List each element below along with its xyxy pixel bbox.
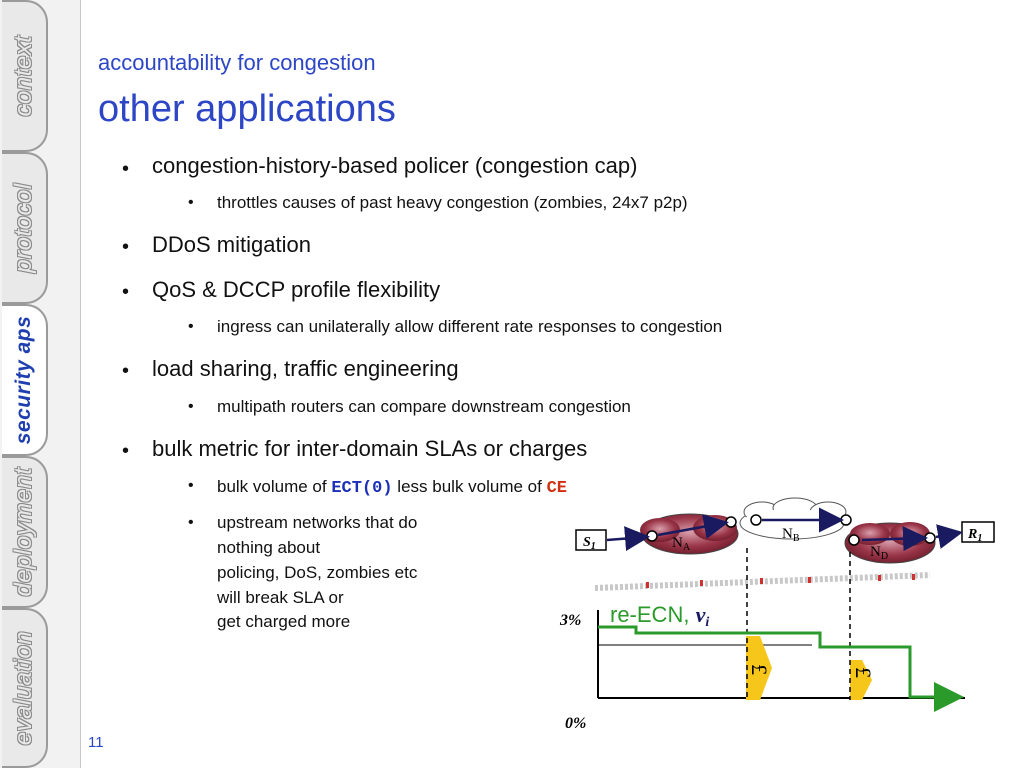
slide-supertitle: accountability for congestion: [98, 50, 376, 75]
tab-context[interactable]: [2, 0, 48, 152]
bullet-dot: •: [122, 360, 130, 382]
tab-security-aps[interactable]: [2, 304, 48, 456]
tab-deployment[interactable]: [2, 456, 48, 608]
network-a-label: $N_A$: [672, 535, 691, 553]
re-ecn-label: re-ECN, vi: [610, 602, 710, 630]
upstream-line-2: nothing about: [217, 538, 321, 557]
pound-marker-2: [850, 660, 872, 700]
upstream-line-3: policing, DoS, zombies etc: [217, 563, 418, 582]
tab-label: deployment: [10, 467, 37, 597]
bulk-volume-prefix: bulk volume of: [217, 477, 332, 496]
tab-label: security aps: [12, 315, 35, 445]
network-b-label: $N_B$: [782, 526, 800, 544]
pound-symbol-1: £: [747, 664, 772, 675]
y-bottom-label: 0%: [565, 715, 587, 732]
bullet-dot: •: [188, 477, 194, 494]
re-ecn-diagram: [540, 495, 1010, 740]
bullet-dot: •: [188, 398, 194, 415]
bullet-dot: •: [122, 158, 130, 180]
ce-code: CE: [546, 479, 567, 498]
subbullet-throttles: throttles causes of past heavy congestion (zombies, 24x7 p2p): [217, 193, 688, 212]
bullet-dot: •: [188, 318, 194, 335]
bullet-qos-dccp: QoS & DCCP profile flexibility: [152, 277, 441, 302]
upstream-line-4: will break SLA or: [217, 588, 344, 607]
re-ecn-step-line: [598, 627, 958, 697]
bullet-dot: •: [188, 194, 194, 211]
source-label: $S_1$: [583, 535, 596, 552]
bullet-ddos: DDoS mitigation: [152, 232, 311, 257]
tab-evaluation[interactable]: [2, 608, 48, 768]
bullet-dot: •: [122, 440, 130, 462]
bullet-bulk-metric: bulk metric for inter-domain SLAs or charges: [152, 436, 588, 461]
bulk-volume-middle: less bulk volume of: [397, 477, 547, 496]
bullet-load-sharing: load sharing, traffic engineering: [152, 356, 459, 381]
bullet-congestion-policer: congestion-history-based policer (congestion cap): [152, 153, 638, 178]
subbullet-ingress: ingress can unilaterally allow different rate responses to congestion: [217, 317, 723, 336]
ect0-code: ECT(0): [331, 479, 393, 498]
packet-stream: [595, 574, 930, 588]
subbullet-multipath: multipath routers can compare downstream congestion: [217, 397, 631, 416]
upstream-line-5: get charged more: [217, 612, 351, 631]
bullet-dot: •: [188, 514, 194, 531]
section-tab-strip: [0, 0, 81, 768]
network-d-label: $N_D$: [870, 544, 889, 562]
slide-title: other applications: [98, 88, 396, 130]
subbullet-bulk-volume: [217, 477, 567, 498]
pound-symbol-2: £: [851, 667, 876, 678]
receiver-label: $R_1$: [968, 527, 983, 544]
tab-label: evaluation: [10, 630, 37, 746]
tab-label: context: [10, 35, 37, 117]
bullet-dot: •: [122, 281, 130, 303]
tab-label: protocol: [10, 183, 37, 273]
tab-protocol[interactable]: [2, 152, 48, 304]
upstream-line-1: upstream networks that do: [217, 513, 418, 532]
y-top-label: 3%: [560, 612, 582, 629]
page-number: 11: [88, 734, 104, 751]
bullet-dot: •: [122, 236, 130, 258]
